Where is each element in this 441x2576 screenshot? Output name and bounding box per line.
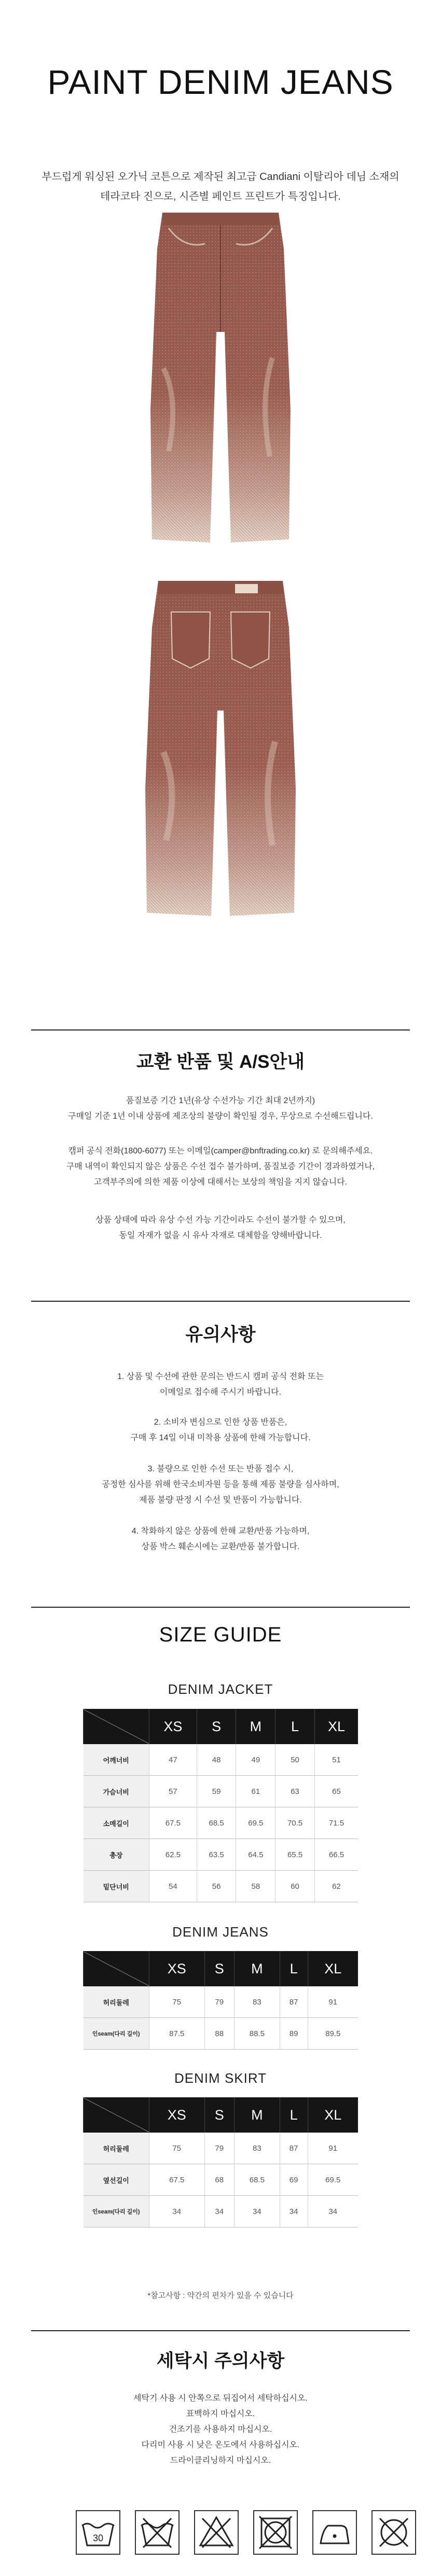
table-cell: 68.5 xyxy=(197,1807,236,1839)
size-header: M xyxy=(234,2097,280,2133)
table-cell: 34 xyxy=(308,2196,358,2227)
table-row xyxy=(84,1776,359,1807)
wash-line: 다리미 사용 시 낮은 온도에서 사용하십시오. xyxy=(141,2441,300,2449)
table-row xyxy=(84,1839,359,1871)
size-header: L xyxy=(280,1951,308,1986)
table-cell: 59 xyxy=(197,1776,236,1807)
table-cell: 91 xyxy=(308,2133,358,2164)
table-cell: 66.5 xyxy=(314,1839,358,1871)
table-cell: 69.5 xyxy=(308,2164,358,2196)
size-header: XL xyxy=(308,2097,358,2133)
table-cell: 83 xyxy=(234,1986,280,2018)
table-cell: 69 xyxy=(280,2164,308,2196)
caution-line: 1. 상품 및 수선에 관한 문의는 반드시 캠퍼 공식 전화 또는 xyxy=(117,1372,324,1381)
table-cell: 87.5 xyxy=(149,2018,205,2050)
exchange-block-3 xyxy=(0,1213,441,1244)
caution-line: 구매 후 14일 이내 미착용 상품에 한해 가능합니다. xyxy=(130,1433,311,1442)
table-cell: 34 xyxy=(149,2196,205,2227)
exchange-line: 구매일 기준 1년 이내 상품에 제조상의 불량이 확인될 경우, 무상으로 수선해드립니다. xyxy=(68,1112,373,1121)
table-corner xyxy=(84,2097,149,2133)
table-cell: 34 xyxy=(204,2196,234,2227)
product-description xyxy=(0,167,441,206)
wash-line: 표백하지 마십시오. xyxy=(186,2410,255,2418)
table-cell: 49 xyxy=(236,1744,275,1776)
row-label: 옆선길이 xyxy=(84,2164,149,2196)
caution-line: 공정한 심사를 위해 한국소비자원 등을 통해 제품 불량을 심사하며, xyxy=(102,1480,339,1489)
table-cell: 87 xyxy=(280,2133,308,2164)
table-cell: 75 xyxy=(149,1986,205,2018)
size-header: L xyxy=(275,1709,315,1744)
table-cell: 91 xyxy=(308,1986,358,2018)
caution-title: 유의사항 xyxy=(185,1325,256,1345)
table-cell: 87 xyxy=(280,1986,308,2018)
caution-line: 2. 소비자 변심으로 인한 상품 반품은, xyxy=(154,1418,287,1427)
wash-line: 드라이클리닝하지 마십시오. xyxy=(170,2456,271,2465)
exchange-block-1 xyxy=(0,1093,441,1124)
table-cell: 63 xyxy=(275,1776,315,1807)
table-cell: 61 xyxy=(236,1776,275,1807)
jacket-table-title: DENIM JACKET xyxy=(168,1681,273,1697)
product-title: PAINT DENIM JEANS xyxy=(47,63,394,101)
table-cell: 54 xyxy=(149,1871,197,1902)
table-cell: 34 xyxy=(234,2196,280,2227)
table-cell: 34 xyxy=(280,2196,308,2227)
no-tumble-wash-icon xyxy=(135,2510,180,2555)
exchange-line: 동일 자재가 없을 시 유사 자재로 대체함을 양해바랍니다. xyxy=(119,1231,322,1240)
size-header: XS xyxy=(149,1709,197,1744)
table-cell: 88 xyxy=(204,2018,234,2050)
table-cell: 58 xyxy=(236,1871,275,1902)
no-dry-clean-icon xyxy=(371,2510,416,2555)
table-cell: 65.5 xyxy=(275,1839,315,1871)
table-cell: 50 xyxy=(275,1744,315,1776)
row-label: 인seam(다리 길이) xyxy=(84,2196,149,2227)
row-label: 총장 xyxy=(84,1839,149,1871)
table-header-row xyxy=(84,2097,359,2133)
row-label: 허리둘레 xyxy=(84,2133,149,2164)
wash-instructions xyxy=(0,2391,441,2469)
wash-line: 건조기를 사용하지 마십시오. xyxy=(169,2425,272,2434)
table-row xyxy=(84,1871,359,1902)
skirt-table-title: DENIM SKIRT xyxy=(174,2070,267,2086)
description-line: 부드럽게 워싱된 오가닉 코튼으로 제작된 최고급 Candiani 이탈리아 데님 소재의 xyxy=(42,171,399,183)
caution-line: 4. 착화하지 않은 상품에 한해 교환/반품 가능하며, xyxy=(131,1527,310,1536)
description-line: 테라코타 진으로, 시즌별 페인트 프린트가 특징입니다. xyxy=(100,191,341,202)
table-cell: 68 xyxy=(204,2164,234,2196)
table-cell: 88.5 xyxy=(234,2018,280,2050)
table-corner xyxy=(84,1709,149,1744)
size-header: S xyxy=(204,2097,234,2133)
table-row xyxy=(84,2018,359,2050)
table-cell: 70.5 xyxy=(275,1807,315,1839)
table-cell: 79 xyxy=(204,2133,234,2164)
table-cell: 69.5 xyxy=(236,1807,275,1839)
section-divider xyxy=(31,1301,410,1302)
caution-line: 상품 박스 훼손시에는 교환/반품 불가합니다. xyxy=(141,1542,300,1551)
jeans-back-image xyxy=(143,581,298,918)
jacket-size-table xyxy=(83,1709,358,1902)
table-header-row xyxy=(84,1951,359,1986)
wash-temp-label: 30 xyxy=(92,2533,104,2543)
caution-item-2 xyxy=(0,1415,441,1446)
table-cell: 75 xyxy=(149,2133,205,2164)
table-cell: 63.5 xyxy=(197,1839,236,1871)
jeans-front-image xyxy=(148,213,293,545)
exchange-line: 상품 상태에 따라 유상 수선 가능 기간이라도 수선이 불가할 수 있으며, xyxy=(95,1216,346,1224)
wash-title: 세탁시 주의사항 xyxy=(156,2351,285,2371)
caution-line: 3. 불량으로 인한 수선 또는 반품 접수 시, xyxy=(147,1465,294,1473)
table-cell: 89.5 xyxy=(308,2018,358,2050)
size-note: *참고사항 : 약간의 편차가 있을 수 있습니다 xyxy=(147,2291,294,2300)
table-cell: 57 xyxy=(149,1776,197,1807)
caution-item-3 xyxy=(0,1461,441,1508)
caution-item-4 xyxy=(0,1524,441,1555)
table-cell: 65 xyxy=(314,1776,358,1807)
size-header: S xyxy=(204,1951,234,1986)
size-guide-title: SIZE GUIDE xyxy=(159,1623,282,1646)
table-row xyxy=(84,2196,359,2227)
exchange-line: 캠퍼 공식 전화(1800-6077) 또는 이메일(camper@bnftrading.co.kr) 로 문의해주세요. xyxy=(68,1147,373,1155)
table-cell: 51 xyxy=(314,1744,358,1776)
exchange-line: 품질보증 기간 1년(유상 수선가능 기간 최대 2년까지) xyxy=(126,1096,315,1105)
table-cell: 60 xyxy=(275,1871,315,1902)
no-tumble-dry-icon xyxy=(253,2510,298,2555)
size-header: M xyxy=(234,1951,280,1986)
skirt-size-table xyxy=(83,2097,358,2227)
row-label: 어깨너비 xyxy=(84,1744,149,1776)
size-header: L xyxy=(280,2097,308,2133)
exchange-block-2 xyxy=(0,1144,441,1190)
table-row xyxy=(84,1744,359,1776)
caution-line: 이메일로 접수해 주시기 바랍니다. xyxy=(159,1388,282,1397)
no-bleach-icon xyxy=(194,2510,239,2555)
row-label: 허리둘레 xyxy=(84,1986,149,2018)
table-cell: 67.5 xyxy=(149,2164,205,2196)
table-cell: 67.5 xyxy=(149,1807,197,1839)
caution-item-1 xyxy=(0,1369,441,1400)
jeans-size-table xyxy=(83,1951,358,2050)
exchange-line: 고객부주의에 의한 제품 이상에 대해서는 보상의 책임을 지지 않습니다. xyxy=(93,1178,348,1187)
table-row xyxy=(84,2133,359,2164)
size-header: XS xyxy=(149,2097,205,2133)
table-header-row xyxy=(84,1709,359,1744)
table-cell: 79 xyxy=(204,1986,234,2018)
iron-low-icon xyxy=(312,2510,357,2555)
exchange-title: 교환 반품 및 A/S안내 xyxy=(136,1052,305,1072)
exchange-line: 구매 내역이 확인되지 않은 상품은 수선 접수 불가하며, 품질보증 기간이 경과하였거나, xyxy=(66,1162,375,1171)
table-cell: 47 xyxy=(149,1744,197,1776)
size-header: XL xyxy=(308,1951,358,1986)
size-header: M xyxy=(236,1709,275,1744)
row-label: 소매길이 xyxy=(84,1807,149,1839)
table-cell: 64.5 xyxy=(236,1839,275,1871)
section-divider xyxy=(31,2330,410,2331)
table-cell: 68.5 xyxy=(234,2164,280,2196)
caution-line: 제품 불량 판정 시 수선 및 반품이 가능합니다. xyxy=(139,1496,302,1505)
jeans-table-title: DENIM JEANS xyxy=(172,1924,269,1940)
table-cell: 89 xyxy=(280,2018,308,2050)
size-header: XL xyxy=(314,1709,358,1744)
table-cell: 71.5 xyxy=(314,1807,358,1839)
size-header: S xyxy=(197,1709,236,1744)
row-label: 밑단너비 xyxy=(84,1871,149,1902)
table-cell: 62 xyxy=(314,1871,358,1902)
table-row xyxy=(84,2164,359,2196)
wash-30-icon xyxy=(76,2510,120,2555)
section-divider xyxy=(31,1029,410,1031)
size-header: XS xyxy=(149,1951,205,1986)
table-cell: 56 xyxy=(197,1871,236,1902)
table-row xyxy=(84,1986,359,2018)
row-label: 가슴너비 xyxy=(84,1776,149,1807)
row-label: 인seam(다리 길이) xyxy=(84,2018,149,2050)
wash-line: 세탁기 사용 시 안쪽으로 뒤집어서 세탁하십시오. xyxy=(133,2394,308,2403)
table-cell: 83 xyxy=(234,2133,280,2164)
section-divider xyxy=(31,1607,410,1608)
table-cell: 62.5 xyxy=(149,1839,197,1871)
table-row xyxy=(84,1807,359,1839)
table-cell: 48 xyxy=(197,1744,236,1776)
table-corner xyxy=(84,1951,149,1986)
